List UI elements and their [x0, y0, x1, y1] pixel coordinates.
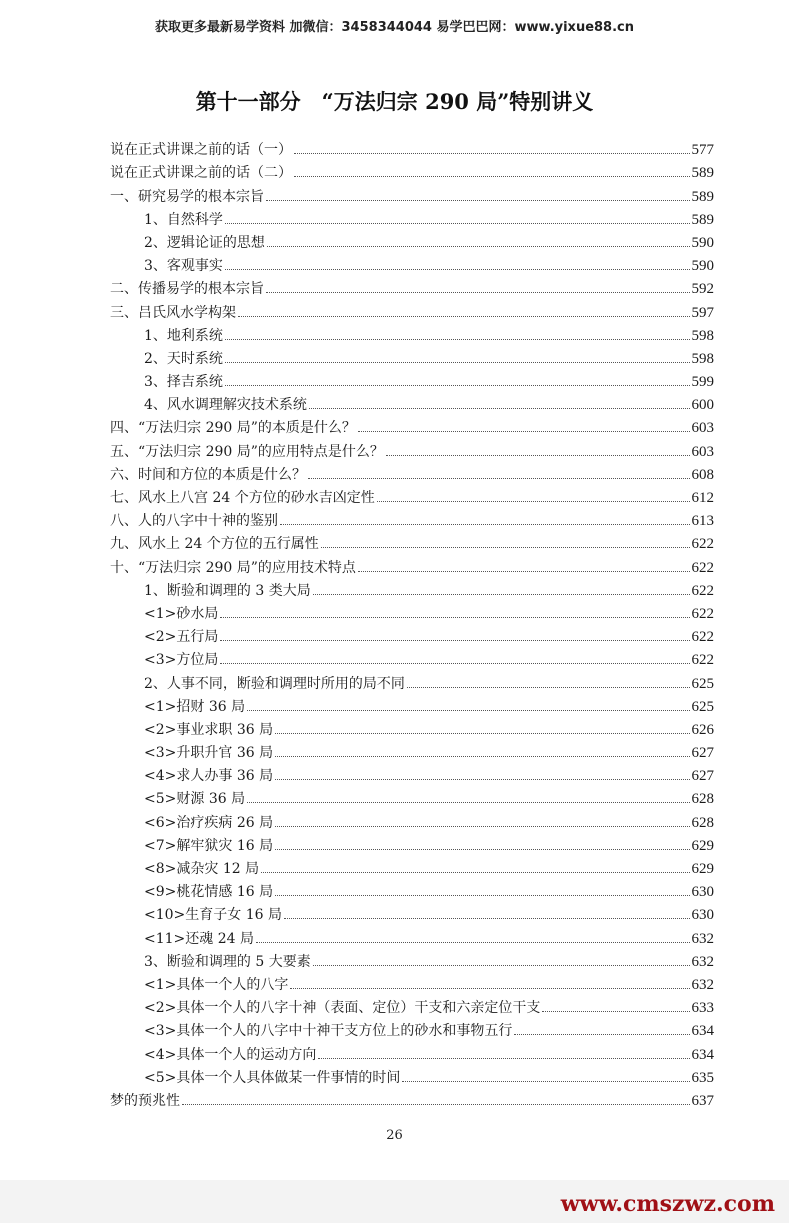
toc-entry-page: 635 [691, 1069, 714, 1086]
toc-leader-dots [284, 918, 690, 919]
section-title: 第十一部分 “万法归宗 290 局”特别讲义 [195, 89, 594, 114]
toc-leader-dots [294, 176, 690, 177]
toc-entry-title: <1>具体一个人的八字 [144, 976, 289, 993]
toc-entry [110, 831, 714, 854]
toc-entry-title: <11>还魂 24 局 [144, 930, 254, 947]
toc-leader-dots [182, 1104, 690, 1105]
toc-leader-dots [225, 362, 690, 363]
toc-entry-page: 629 [691, 861, 714, 877]
toc-leader-dots [266, 200, 690, 201]
toc-entry-title: 2、人事不同，断验和调理时所用的局不同 [144, 675, 405, 692]
toc-entry [110, 344, 714, 367]
toc-entry-page: 622 [691, 559, 714, 576]
toc-entry-page: 577 [691, 142, 714, 159]
toc-entry-page: 627 [691, 745, 714, 762]
toc-entry-page: 597 [691, 304, 714, 321]
toc-entry-page: 589 [691, 211, 714, 228]
toc-entry-title: <8>减杂灾 12 局 [144, 861, 260, 877]
toc-entry [110, 993, 714, 1016]
toc-entry-page: 589 [691, 188, 714, 205]
toc-entry-page: 634 [691, 1023, 714, 1040]
toc-leader-dots [309, 408, 690, 409]
toc-entry [110, 1039, 714, 1062]
toc-leader-dots [225, 385, 690, 386]
toc-entry-title: <2>事业求职 36 局 [144, 721, 274, 738]
toc-leader-dots [358, 571, 690, 572]
toc-entry-title: 3、择吉系统 [144, 374, 223, 391]
toc-entry [110, 251, 714, 274]
toc-entry-title: 三、吕氏风水学构架 [110, 304, 236, 321]
toc-entry-page: 622 [691, 605, 714, 622]
toc-entry [110, 947, 714, 970]
toc-leader-dots [275, 756, 689, 757]
toc-entry-title: 1、自然科学 [144, 211, 223, 228]
toc-entry-title: <9>桃花情感 16 局 [144, 884, 274, 901]
toc-entry-title: 一、研究易学的根本宗旨 [110, 188, 264, 205]
toc-entry-title: <6>治疗疾病 26 局 [144, 814, 274, 831]
page-number: 26 [386, 1128, 403, 1143]
toc-entry-page: 613 [691, 513, 714, 530]
toc-entry-title: <4>具体一个人的运动方向 [144, 1046, 317, 1063]
toc-leader-dots [275, 733, 689, 734]
toc-leader-dots [220, 663, 689, 664]
toc-entry [110, 900, 714, 923]
toc-entry-title: <7>解牢狱灾 16 局 [144, 837, 274, 854]
toc-leader-dots [220, 617, 689, 618]
toc-entry [110, 784, 714, 807]
toc-entry-title: <5>财源 36 局 [144, 791, 246, 808]
table-of-contents [110, 135, 714, 1109]
toc-entry-title: 3、客观事实 [144, 258, 223, 275]
toc-entry-title: 说在正式讲课之前的话（一） [110, 142, 292, 159]
toc-leader-dots [313, 594, 690, 595]
toc-entry [110, 460, 714, 483]
toc-entry-page: 622 [691, 652, 714, 669]
toc-entry [110, 158, 714, 181]
toc-entry-page: 622 [691, 536, 714, 553]
toc-entry-title: 十、“万法归宗 290 局”的应用技术特点 [110, 559, 356, 576]
toc-leader-dots [275, 779, 689, 780]
toc-entry-title: 七、风水上八宫 24 个方位的砂水吉凶定性 [110, 490, 375, 506]
toc-leader-dots [308, 478, 690, 479]
toc-entry-title: <2>具体一个人的八字十神（表面、定位）干支和六亲定位干支 [144, 1000, 541, 1017]
toc-entry [110, 668, 714, 691]
toc-leader-dots [318, 1058, 689, 1059]
toc-leader-dots [256, 942, 690, 943]
toc-entry-page: 625 [691, 675, 714, 692]
toc-entry [110, 854, 714, 877]
toc-entry-title: 2、逻辑论证的思想 [144, 234, 265, 251]
toc-entry-page: 598 [691, 327, 714, 344]
toc-entry-title: <1>砂水局 [144, 605, 219, 622]
toc-entry-page: 629 [691, 837, 714, 854]
toc-entry-title: <4>求人办事 36 局 [144, 768, 274, 785]
toc-entry-title: 五、“万法归宗 290 局”的应用特点是什么？ [110, 443, 384, 460]
toc-entry [110, 645, 714, 668]
toc-entry-title: 二、传播易学的根本宗旨 [110, 281, 264, 298]
toc-entry [110, 807, 714, 830]
toc-entry-title: <3>升职升官 36 局 [144, 745, 274, 762]
toc-leader-dots [514, 1034, 689, 1035]
toc-entry-page: 622 [691, 629, 714, 646]
toc-leader-dots [247, 710, 689, 711]
toc-entry-page: 622 [691, 582, 714, 599]
toc-entry-title: 梦的预兆性 [110, 1092, 180, 1109]
toc-entry [110, 970, 714, 993]
toc-leader-dots [225, 269, 690, 270]
toc-entry-page: 630 [691, 884, 714, 901]
page-header: 获取更多最新易学资料 加微信：3458344044 易学巴巴网：www.yixue88.cn [154, 20, 635, 35]
toc-entry [110, 1063, 714, 1086]
toc-entry-title: 1、地利系统 [144, 327, 223, 344]
toc-entry-title: 九、风水上 24 个方位的五行属性 [110, 536, 319, 553]
toc-entry-title: <5>具体一个人具体做某一件事情的时间 [144, 1069, 401, 1086]
toc-entry-page: 625 [691, 698, 714, 715]
toc-leader-dots [267, 246, 690, 247]
toc-entry [110, 923, 714, 946]
toc-entry-page: 632 [691, 976, 714, 993]
toc-leader-dots [294, 153, 690, 154]
toc-entry [110, 228, 714, 251]
toc-entry [110, 761, 714, 784]
toc-entry-page: 590 [691, 258, 714, 275]
toc-entry-page: 600 [691, 397, 714, 414]
toc-entry [110, 367, 714, 390]
toc-entry-page: 603 [691, 420, 714, 437]
toc-entry-title: <3>方位局 [144, 652, 219, 669]
toc-leader-dots [225, 339, 690, 340]
toc-leader-dots [542, 1011, 689, 1012]
toc-entry-page: 628 [691, 791, 714, 808]
toc-entry [110, 715, 714, 738]
toc-entry-title: 4、风水调理解灾技术系统 [144, 397, 307, 414]
toc-entry-page: 634 [691, 1046, 714, 1063]
toc-leader-dots [358, 431, 690, 432]
toc-leader-dots [275, 895, 689, 896]
toc-entry-title: <10>生育子女 16 局 [144, 907, 282, 924]
toc-leader-dots [377, 501, 690, 502]
toc-leader-dots [280, 524, 690, 525]
toc-entry-page: 590 [691, 234, 714, 251]
toc-leader-dots [290, 988, 689, 989]
toc-entry-title: 六、时间和方位的本质是什么？ [110, 466, 306, 483]
toc-entry [110, 436, 714, 459]
toc-leader-dots [247, 802, 689, 803]
toc-entry-page: 599 [691, 374, 714, 391]
toc-entry-title: 四、“万法归宗 290 局”的本质是什么？ [110, 420, 356, 437]
toc-leader-dots [386, 455, 690, 456]
toc-entry-page: 637 [691, 1092, 714, 1109]
toc-entry [110, 738, 714, 761]
toc-entry [110, 692, 714, 715]
toc-entry [110, 529, 714, 552]
toc-entry-title: <2>五行局 [144, 629, 219, 646]
toc-leader-dots [402, 1081, 689, 1082]
toc-entry [110, 506, 714, 529]
toc-entry [110, 599, 714, 622]
toc-entry-title: <1>招财 36 局 [144, 698, 246, 715]
toc-entry-page: 603 [691, 443, 714, 460]
toc-entry-page: 630 [691, 907, 714, 924]
toc-entry-page: 612 [691, 490, 714, 506]
toc-entry [110, 413, 714, 436]
toc-entry [110, 622, 714, 645]
toc-entry [110, 576, 714, 599]
toc-entry-page: 598 [691, 350, 714, 367]
toc-entry-page: 608 [691, 466, 714, 483]
toc-entry [110, 135, 714, 158]
toc-entry-title: <3>具体一个人的八字中十神干支方位上的砂水和事物五行 [144, 1023, 513, 1040]
toc-entry [110, 321, 714, 344]
toc-entry [110, 181, 714, 204]
toc-entry-page: 628 [691, 814, 714, 831]
toc-leader-dots [261, 872, 689, 873]
site-watermark: www.cmszwz.com [560, 1191, 775, 1217]
toc-entry-page: 632 [691, 953, 714, 970]
toc-leader-dots [321, 547, 690, 548]
toc-entry-title: 八、人的八字中十神的鉴别 [110, 513, 278, 530]
toc-entry [110, 297, 714, 320]
toc-leader-dots [220, 640, 689, 641]
toc-entry [110, 390, 714, 413]
toc-leader-dots [238, 316, 690, 317]
toc-entry-page: 589 [691, 165, 714, 182]
toc-leader-dots [266, 292, 690, 293]
toc-entry-page: 592 [691, 281, 714, 298]
toc-leader-dots [275, 849, 689, 850]
toc-entry-title: 2、天时系统 [144, 350, 223, 367]
toc-entry-page: 633 [691, 1000, 714, 1017]
toc-entry [110, 552, 714, 575]
toc-entry-page: 632 [691, 930, 714, 947]
toc-entry-title: 1、断验和调理的 3 类大局 [144, 582, 311, 599]
toc-leader-dots [407, 687, 690, 688]
toc-entry-page: 626 [691, 721, 714, 738]
toc-entry-page: 627 [691, 768, 714, 785]
toc-entry [110, 877, 714, 900]
toc-leader-dots [275, 826, 689, 827]
toc-entry [110, 205, 714, 228]
toc-entry [110, 274, 714, 297]
toc-leader-dots [225, 223, 690, 224]
toc-entry [110, 1086, 714, 1109]
toc-entry-title: 3、断验和调理的 5 大要素 [144, 953, 311, 970]
toc-leader-dots [313, 965, 690, 966]
toc-entry-title: 说在正式讲课之前的话（二） [110, 165, 292, 182]
toc-entry [110, 1016, 714, 1039]
toc-entry [110, 483, 714, 506]
